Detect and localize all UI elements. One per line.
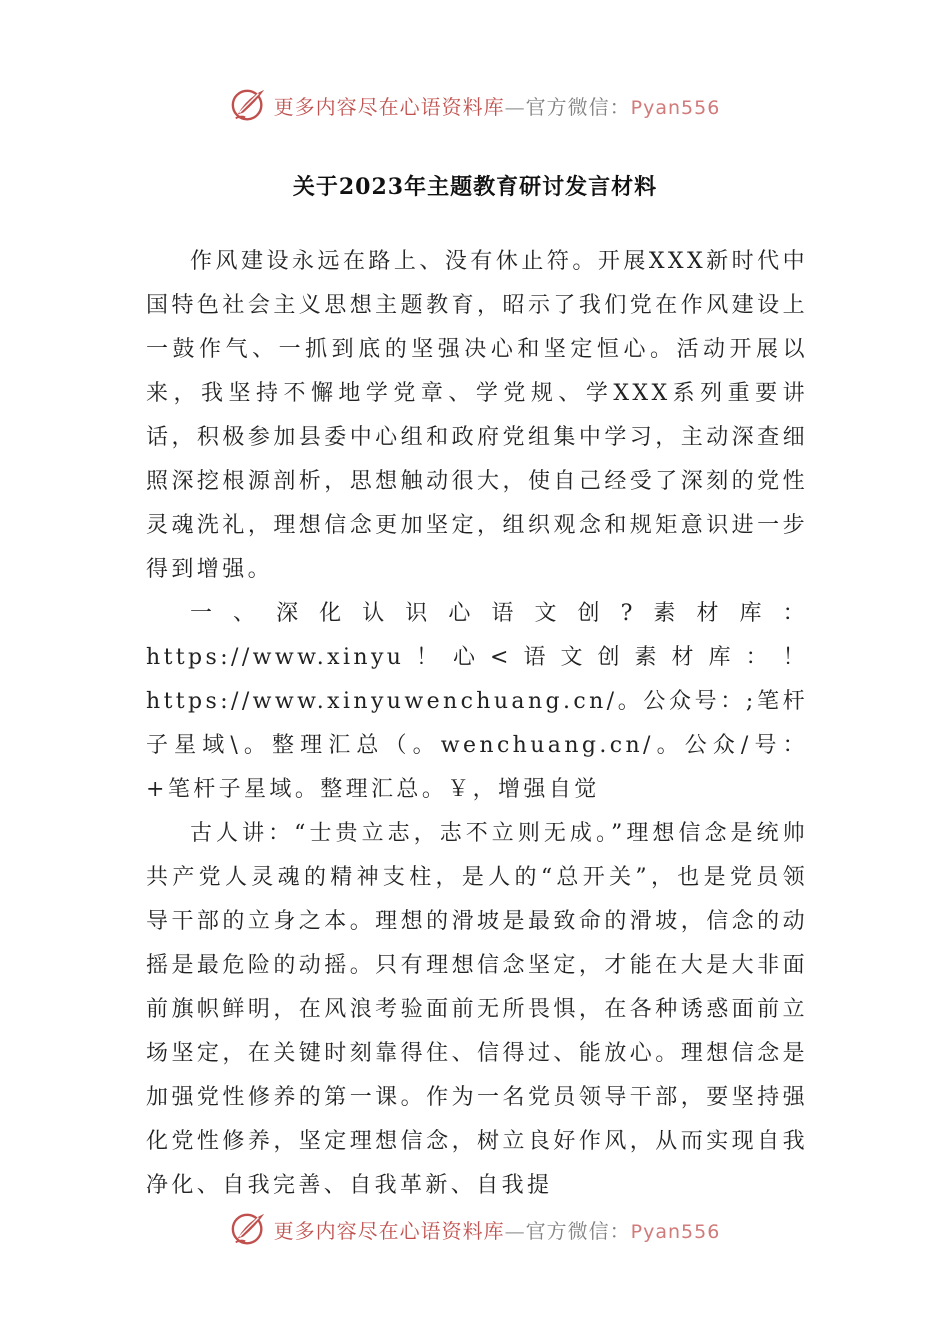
quill-logo-icon — [230, 86, 268, 124]
watermark-account-label: 官方微信： — [525, 94, 631, 119]
footer-watermark — [0, 1204, 950, 1254]
watermark-separator: — — [504, 94, 526, 119]
document-title: 关于2023年主题教育研讨发言材料 — [292, 174, 658, 200]
paragraph-ideals: 古人讲：“士贵立志，志不立则无成。”理想信念是统帅共产党人灵魂的精神支柱，是人的“总开关”，也是党员领导干部的立身之本。理想的滑坡是最致命的滑坡，信念的动摇是最危险的动摇。只有理想信念坚定，才能在大是大非面前旗帜鲜明，在风浪考验面前无所畏惧，在各种诱惑面前立场坚定，在关键时刻靠得住、信得过、能放心。理想信念是加强党性修养的第一课。作为一名党员领导干部，要坚持强化党性修养，坚定理想信念，树立良好作风，从而实现自我净化、自我完善、自我革新、自我提 — [146, 821, 808, 1198]
watermark-account-label: 官方微信： — [525, 1218, 631, 1243]
watermark-brand: 更多内容尽在心语资料库 — [273, 94, 505, 119]
header-watermark — [0, 80, 950, 130]
watermark-wechat-id: Pyan556 — [630, 1220, 721, 1243]
watermark-brand: 更多内容尽在心语资料库 — [273, 1218, 505, 1243]
watermark-separator: — — [504, 1218, 526, 1243]
paragraph-intro: 作风建设永远在路上、没有休止符。开展XXX新时代中国特色社会主义思想主题教育，昭示了我们党在作风建设上一鼓作气、一抓到底的坚强决心和坚定恒心。活动开展以来，我坚持不懈地学党章、学党规、学XXX系列重要讲话，积极参加县委中心组和政府党组集中学习，主动深查细照深挖根源剖析，思想触动很大，使自己经受了深刻的党性灵魂洗礼，理想信念更加坚定，组织观念和规矩意识进一步得到增强。 — [146, 249, 808, 582]
paragraph-section-heading: 一、深化认识心语文创?素材库：https://www.xinyu！心<语文创素材库：！https://www.xinyuwenchuang.cn/。公众号：;笔杆子星域\。整理汇总（。wenchuang.cn/。公众/号：+笔杆子星域。整理汇总。￥，增强自觉 — [146, 601, 808, 802]
watermark-wechat-id: Pyan556 — [630, 96, 721, 119]
watermark-text — [274, 91, 721, 120]
watermark-text — [274, 1215, 721, 1244]
document-body — [146, 240, 808, 1208]
quill-logo-icon — [230, 1210, 268, 1248]
